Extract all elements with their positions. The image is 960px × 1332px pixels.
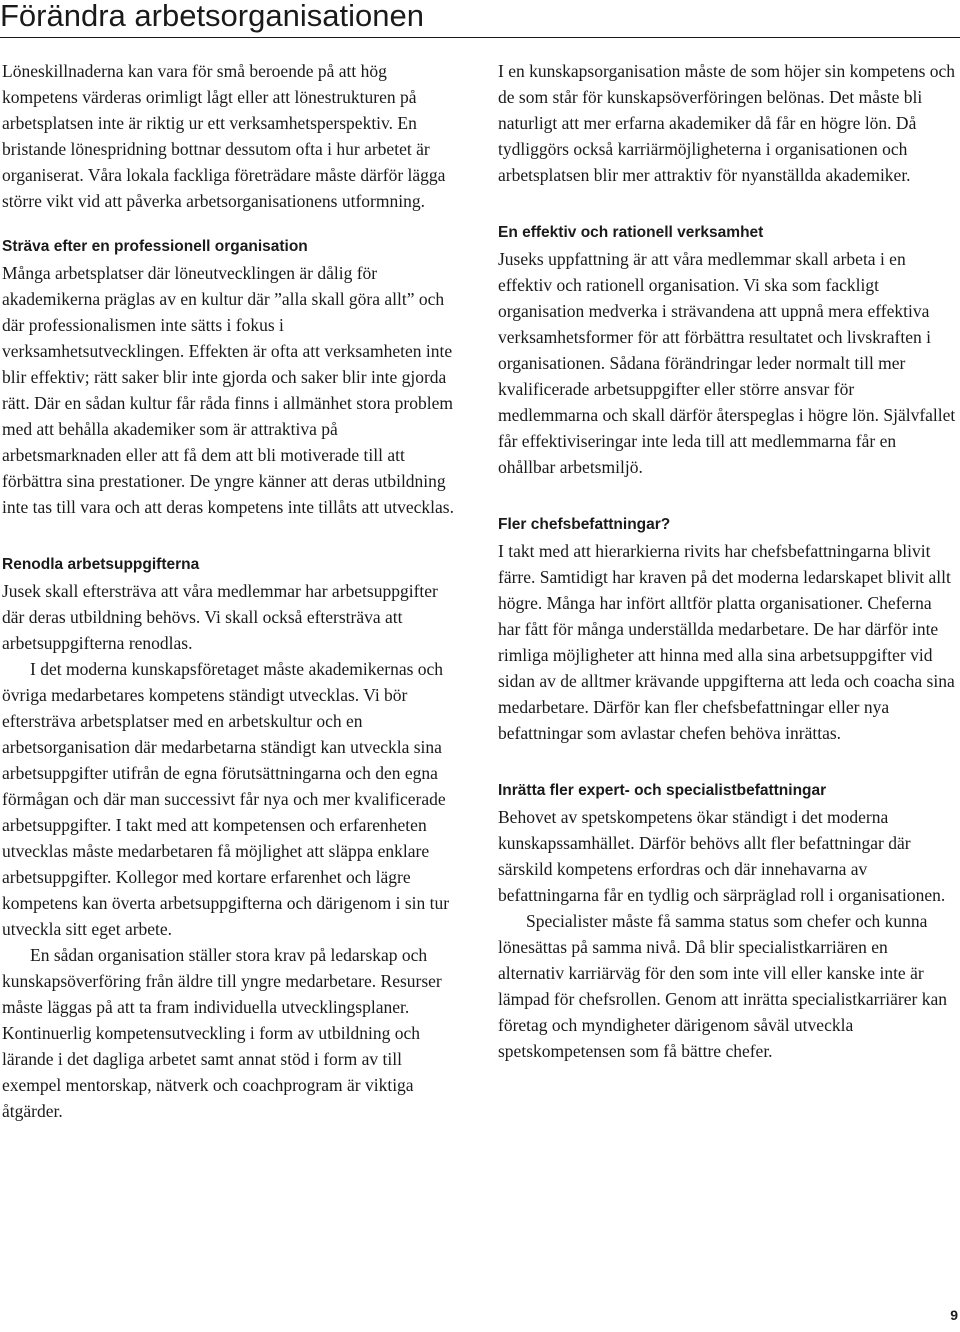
body-paragraph: I takt med att hierarkierna rivits har chefsbefattningarna blivit färre. Samtidigt har kraven på det moderna ledarskapet blivit allt högre. Många har infört alltför platta organisationer. Cheferna har fått för många underställda medarbetare. De har därför inte rimliga möjligheter att hinna med alla sina arbetsuppgifter vid sidan av de alltmer krävande uppgifterna att leda och coacha sina medarbetare. Därför kan fler chefsbefattningar eller nya befattningar som avlastar chefen behöva inrättas. <box>498 541 955 743</box>
section-heading-expert-positions: Inrätta fler expert- och specialistbefattningar <box>498 782 827 799</box>
section-heading-renodla: Renodla arbetsuppgifterna <box>2 556 200 573</box>
section-heading-effective-business: En effektiv och rationell verksamhet <box>498 224 764 241</box>
section-heading-more-manager-positions: Fler chefsbefattningar? <box>498 516 671 533</box>
body-paragraph: Många arbetsplatser där löneutvecklingen är dålig för akademikerna präglas av en kultur där ”alla skall göra allt” och där professionalismen inte sätts i fokus i verksamhetsutvecklingen. Effekten är ofta att verksamheten inte blir effektiv; rätt saker blir inte gjorda och saker blir inte gjorda rätt. Där en sådan kultur får råda finns i allmänhet stora problem med att behålla akademiker som är attraktiva på arbetsmarknaden eller att få dem att bli motiverade till att förbättra sina prestationer. De yngre känner att deras utbildning inte tas till vara och att deras kompetens inte tillåts att utvecklas. <box>2 263 454 517</box>
section-heading-professional-organisation: Sträva efter en professionell organisation <box>2 238 308 255</box>
intro-paragraph: I en kunskapsorganisation måste de som höjer sin kompetens och de som står för kunskapsöverföringen belönas. Det måste bli naturligt att mer erfarna akademiker då får en högre lön. Då tydliggörs också karriärmöjligheterna i organisationen och arbetsplatsen blir mer attraktiv för nyanställda akademiker. <box>498 61 956 185</box>
intro-paragraph: Löneskillnaderna kan vara för små beroende på att hög kompetens värderas orimligt lågt eller att lönestrukturen på arbetsplatsen inte är riktig ur ett verksamhetsperspektiv. En bristande lönespridning bottnar dessutom ofta i hur arbetet är organiserat. Våra lokala fackliga företrädare måste därför lägga större vikt vid att påverka arbetsorganisationens utformning. <box>2 61 446 211</box>
title-divider <box>0 37 960 38</box>
body-paragraph: Jusek skall eftersträva att våra medlemmar har arbetsuppgifter där deras utbildning behövs. Vi skall också eftersträva att arbetsuppgifterna renodlas. <box>2 581 438 653</box>
body-paragraph: En sådan organisation ställer stora krav på ledarskap och kunskapsöverföring från äldre till yngre medarbetare. Resurser måste läggas på att ta fram individuella utvecklingsplaner. Kontinuerlig kompetensutveckling i form av utbildning och lärande i det dagliga arbetet samt annat stöd i form av till exempel mentorskap, nätverk och coachprogram är viktiga åtgärder. <box>2 945 442 1121</box>
right-column <box>498 58 956 1064</box>
body-paragraph: Specialister måste få samma status som chefer och kunna lönesättas på samma nivå. Då blir specialistkarriären en alternativ karriärväg för den som inte vill eller kanske inte är lämpad för chefsrollen. Genom att inrätta specialistkarriärer kan företag och myndigheter därigenom såväl utveckla spetskompetensen som få bättre chefer. <box>498 911 947 1061</box>
page-number: 9 <box>950 1307 958 1323</box>
body-paragraph: I det moderna kunskapsföretaget måste akademikernas och övriga medarbetares kompetens ständigt utvecklas. Vi bör eftersträva arbetsplatser med en arbetskultur och en arbetsorganisation där medarbetarna ständigt kan utveckla sina arbetsuppgifter utifrån de egna förutsättningarna och den egna förmågan och där man successivt får nya och mer kvalificerade arbetsuppgifter. I takt med att kompetensen och erfarenheten utvecklas måste medarbetaren få möjlighet att släppa enklare arbetsuppgifter. Kollegor med kortare erfarenhet och lägre kompetens kan överta arbetsuppgifterna och därigenom i sin tur utveckla sitt eget arbete. <box>2 659 450 939</box>
page-title: Förändra arbetsorganisationen <box>0 0 424 33</box>
body-paragraph: Juseks uppfattning är att våra medlemmar skall arbeta i en effektiv och rationell organisation. Vi ska som fackligt organisation medverka i strävandena att uppnå mera effektiva verksamhetsformer för att förbättra resultatet och livskraften i organisationen. Sådana förändringar leder normalt till mer kvalificerade arbetsuppgifter eller större ansvar för medlemmarna och skall därför återspeglas i högre lön. Självfallet får effektiviseringar inte leda till att medlemmarna får en ohållbar arbetsmiljö. <box>498 249 956 477</box>
left-column <box>2 58 458 1124</box>
body-paragraph: Behovet av spetskompetens ökar ständigt i det moderna kunskapssamhället. Därför behövs allt fler befattningar där särskild kompetens erfordras och där innehavarna av befattningarna får en tydlig och särpräglad roll i organisationen. <box>498 807 946 905</box>
